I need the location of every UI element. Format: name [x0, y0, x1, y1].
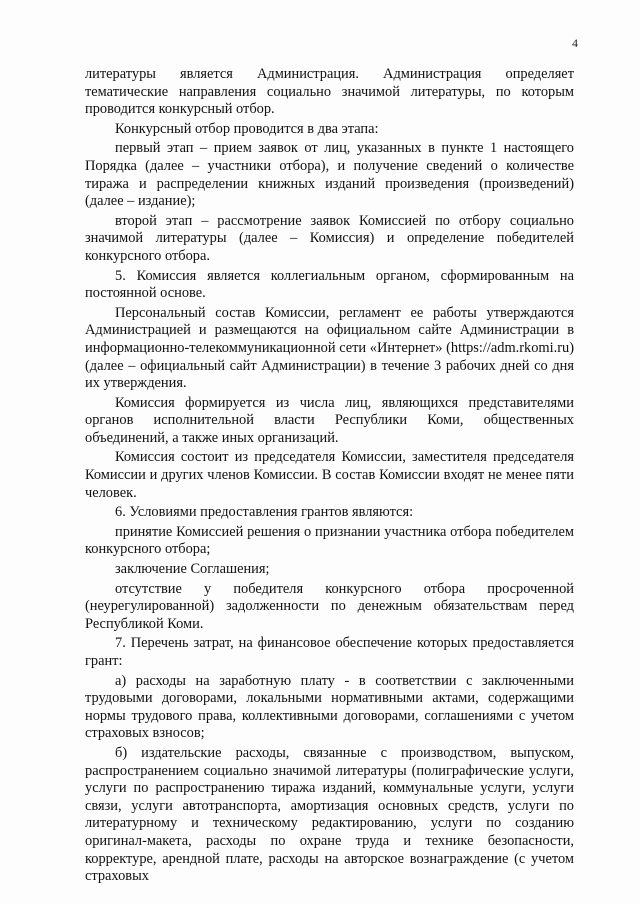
page-number: 4	[572, 36, 578, 50]
paragraph-8: Комиссия состоит из председателя Комиссии, заместителя председателя Комиссии и других членов Комиссии. В состав Комиссии входят не менее пяти человек.	[85, 449, 574, 501]
paragraph-11: заключение Соглашения;	[115, 561, 270, 578]
paragraph-3: первый этап – прием заявок от лиц, указанных в пункте 1 настоящего Порядка (далее – участники отбора), и получение сведений о количестве тиража и распределении книжных изданий произведения (произведений) (далее – издание);	[85, 140, 574, 210]
paragraph-7: Комиссия формируется из числа лиц, являющихся представителями органов исполнительной власти Республики Коми, общественных объединений, а также иных организаций.	[85, 394, 574, 446]
paragraph-2: Конкурсный отбор проводится в два этапа:	[115, 120, 379, 137]
paragraph-1: литературы является Администрация. Администрация определяет тематические направления социально значимой литературы, по которым проводится конкурсный отбор.	[85, 66, 574, 118]
paragraph-9: 6. Условиями предоставления грантов являются:	[115, 504, 414, 521]
paragraph-13: 7. Перечень затрат, на финансовое обеспечение которых предоставляется грант:	[85, 635, 574, 669]
paragraph-4: второй этап – рассмотрение заявок Комиссией по отбору социально значимой литературы (далее – Комиссия) и определение победителей конкурсного отбора.	[85, 212, 574, 264]
document-body	[85, 66, 574, 886]
paragraph-14: а) расходы на заработную плату - в соответствии с заключенными трудовыми договорами, локальными нормативными актами, содержащими нормы трудового права, коллективными договорами, соглашениями с учетом страховых взносов;	[85, 672, 574, 742]
paragraph-15: б) издательские расходы, связанные с производством, выпуском, распространением социально значимой литературы (полиграфические услуги, услуги по распространению тиража изданий, коммунальные услуги, услуги связи, услуги автотранспорта, амортизация основных средств, услуги по литературному и техническому редактированию, услуги по созданию оригинал-макета, расходы по охране труда и технике безопасности, корректуре, арендной плате, расходы на авторское вознаграждение (с учетом страховых	[85, 744, 574, 885]
paragraph-6: Персональный состав Комиссии, регламент ее работы утверждаются Администрацией и размещаются на официальном сайте Администрации в информационно-телекоммуникационной сети «Интернет» (https://adm.rkomi.ru) (далее – официальный сайт Администрации) в течение 3 рабочих дней со дня их утверждения.	[85, 304, 574, 392]
paragraph-12: отсутствие у победителя конкурсного отбора просроченной (неурегулированной) задолженности по денежным обязательствам перед Республикой Коми.	[85, 580, 574, 632]
paragraph-10: принятие Комиссией решения о признании участника отбора победителем конкурсного отбора;	[85, 523, 574, 558]
paragraph-5: 5. Комиссия является коллегиальным органом, сформированным на постоянной основе.	[85, 267, 574, 302]
